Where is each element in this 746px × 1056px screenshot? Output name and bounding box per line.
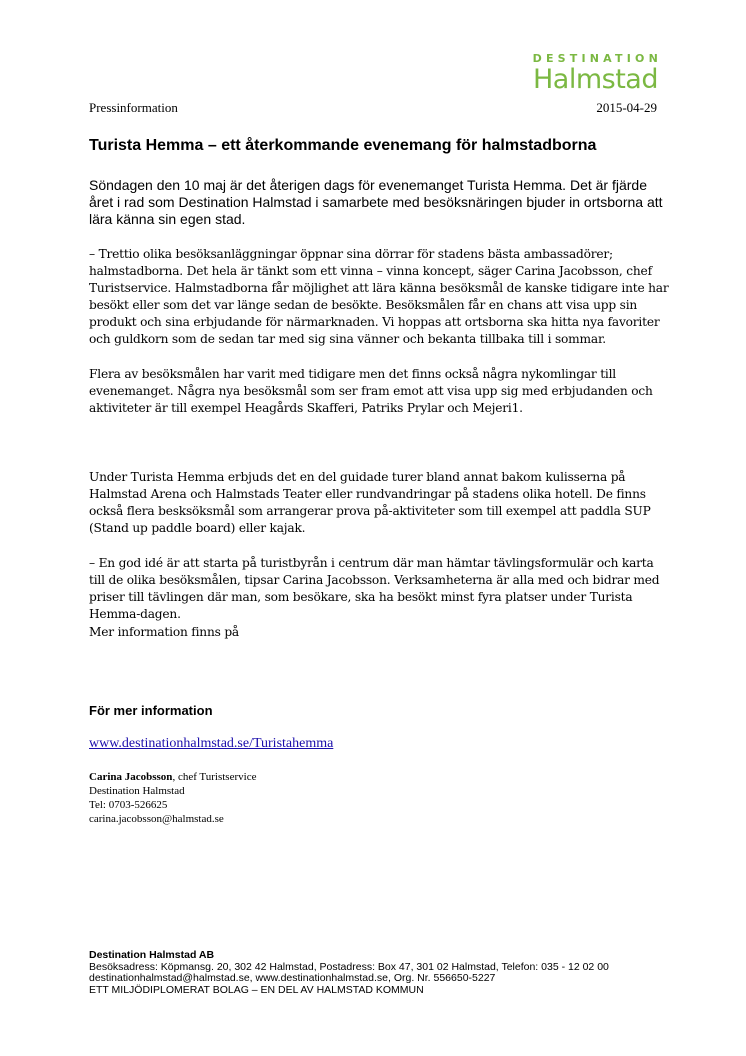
- more-info-link[interactable]: www.destinationhalmstad.se/Turistahemma: [89, 736, 334, 751]
- footer-web: destinationhalmstad@halmstad.se, www.destinationhalmstad.se, Org. Nr. 556650-5227: [89, 972, 496, 984]
- contact-block: [89, 770, 256, 826]
- contact-name: Carina Jacobsson: [89, 771, 173, 783]
- footer-address: Besöksadress: Köpmansg. 20, 302 42 Halmstad, Postadress: Box 47, 301 02 Halmstad, Telefon: 035 - 12 02 00: [89, 960, 609, 973]
- contact-phone: Tel: 0703-526625: [89, 799, 168, 811]
- body-paragraph-4: – En god idé är att starta på turistbyrån i centrum där man hämtar tävlingsformulär och karta till de olika besöksmålen, tipsar Carina Jacobsson. Verksamheterna är alla med och bidrar med priser till tävlingen där man, som besökare, ska ha besökt minst fyra platser under Turista Hemma-dagen.: [89, 556, 660, 621]
- contact-email: carina.jacobsson@halmstad.se: [89, 813, 224, 825]
- body-paragraph-3: Under Turista Hemma erbjuds det en del guidade turer bland annat bakom kulisserna på Halmstad Arena och Halmstads Teater eller rundvandringar på stadens olika hotell. De finns också flera besksöksmål som arrangerar prova på-aktiviteter som till exempel att paddla SUP (Stand up paddle board) eller kajak.: [89, 470, 651, 535]
- lead-paragraph: Söndagen den 10 maj är det återigen dags för evenemanget Turista Hemma. Det är fjärde året i rad som Destination Halmstad i samarbete med besöksnäringen bjuder in ortsborna att lära känna sin egen stad.: [89, 177, 663, 227]
- press-date: 2015-04-29: [596, 100, 657, 115]
- body-paragraph-5: Mer information finns på: [89, 625, 239, 639]
- footer-tagline: ETT MILJÖDIPLOMERAT BOLAG – EN DEL AV HALMSTAD KOMMUN: [89, 983, 424, 996]
- press-label: Pressinformation: [89, 100, 178, 115]
- page-title: Turista Hemma – ett återkommande evenemang för halmstadborna: [89, 137, 597, 154]
- footer-org: Destination Halmstad AB: [89, 949, 215, 961]
- contact-name-line: [89, 770, 256, 784]
- body-paragraph-2: Flera av besöksmålen har varit med tidigare men det finns också några nykomlingar till evenemanget. Några nya besöksmål som ser fram emot att visa upp sig med erbjudanden och aktiviteter är till exempel Heagårds Skafferi, Patriks Prylar och Mejeri1.: [89, 367, 653, 415]
- more-info-heading: För mer information: [89, 703, 213, 718]
- footer: [89, 950, 609, 996]
- logo-top-text: DESTINATION: [532, 52, 662, 65]
- body-paragraph-1: – Trettio olika besöksanläggningar öppnar sina dörrar för stadens bästa ambassadörer; halmstadborna. Det hela är tänkt som ett vinna – vinna koncept, säger Carina Jacobsson, chef Turistservice. Halmstadborna får möjlighet att lära känna besöksmål de kanske tidigare inte har besökt eller som det var länge sedan de besökte. Besöksmålen får en chans att visa upp sin produkt och sina erbjudande för närmarknaden. Vi hoppas att ortsborna ska hitta nya favoriter och guldkorn som de sedan tar med sig sina vänner och bekanta tillbaka till i sommar.: [89, 247, 669, 346]
- contact-role: , chef Turistservice: [172, 771, 257, 783]
- logo-main-text: Halmstad: [533, 64, 658, 95]
- contact-org: Destination Halmstad: [89, 785, 185, 797]
- destination-halmstad-logo: [532, 52, 662, 95]
